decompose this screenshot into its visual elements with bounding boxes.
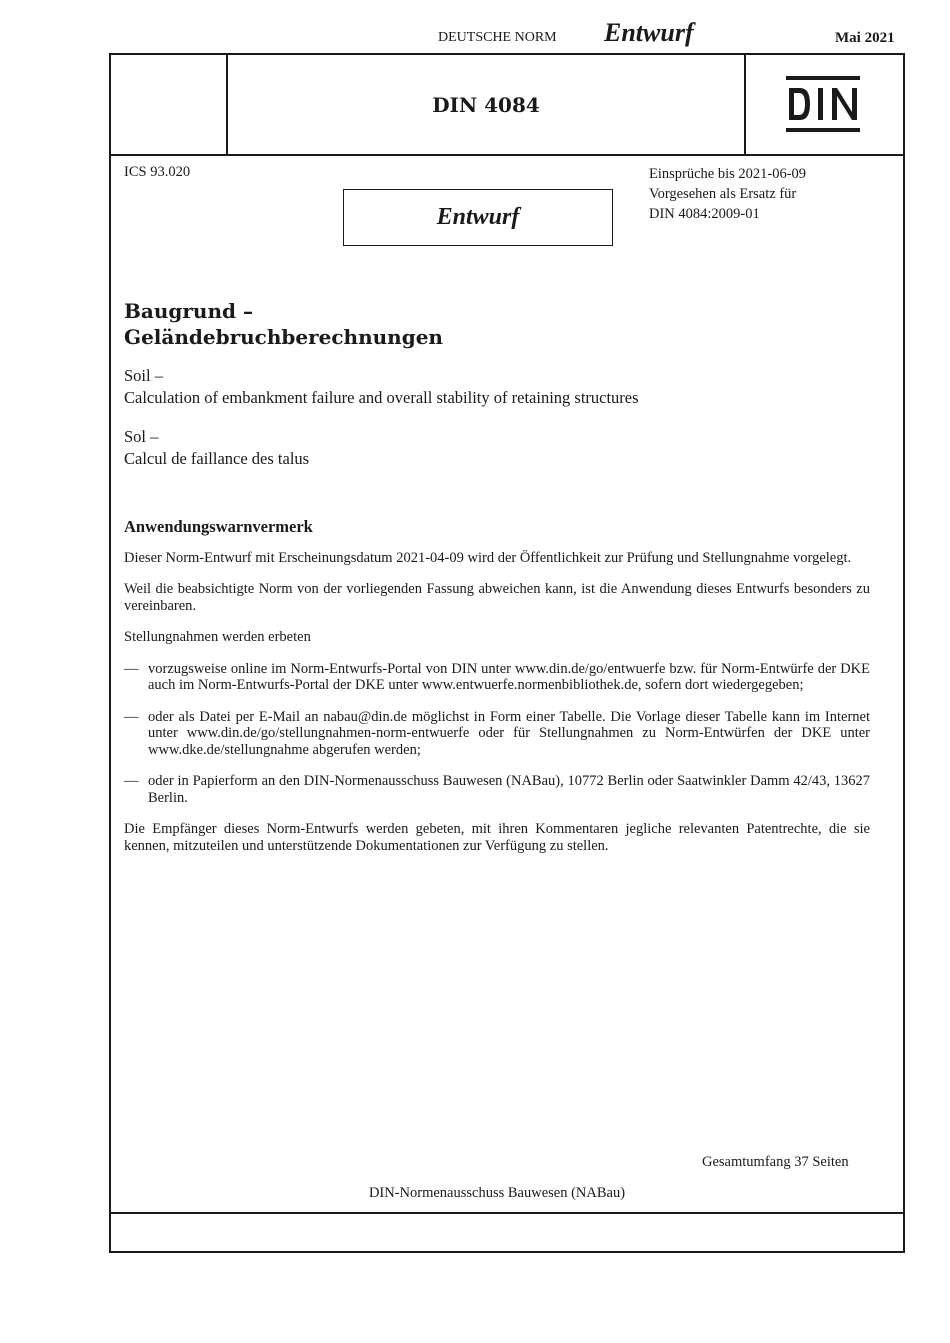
- replaced-standard: DIN 4084:2009-01: [649, 206, 760, 222]
- title-german-line1: Baugrund –: [124, 299, 253, 323]
- norm-type-label: DEUTSCHE NORM: [438, 30, 557, 45]
- replacement-label: Vorgesehen als Ersatz für: [649, 186, 797, 202]
- draft-box: Entwurf: [343, 189, 613, 246]
- title-german: [124, 298, 443, 350]
- title-english: [124, 365, 639, 409]
- title-french-line2: Calcul de faillance des talus: [124, 449, 310, 468]
- list-item: [124, 709, 870, 759]
- objections-deadline: Einsprüche bis 2021-06-09: [649, 166, 807, 182]
- list-item-text: oder in Papierform an den DIN-Normenausschuss Bauwesen (NABau), 10772 Berlin oder Saatwinkler Damm 42/43, 13627 Berlin.: [148, 773, 870, 806]
- title-french-line1: Sol –: [124, 427, 159, 446]
- application-notice: [124, 519, 870, 869]
- list-item: [124, 773, 870, 806]
- title-english-line1: Soil –: [124, 366, 163, 385]
- title-english-line2: Calculation of embankment failure and overall stability of retaining structures: [124, 388, 639, 407]
- list-item-text: oder als Datei per E-Mail an nabau@din.de möglichst in Form einer Tabelle. Die Vorlage dieser Tabelle kann im Internet unter www.din.de/go/stellungnahmen-norm-entwuerfe oder für Stellungnahmen zu Norm-Entwürfen der DKE unter www.dke.de/stellungnahme abgerufen werden;: [148, 708, 870, 758]
- notice-paragraph-4: Die Empfänger dieses Norm-Entwurfs werden gebeten, mit ihren Kommentaren jegliche relevanten Patentrechte, die sie kennen, mitzuteilen und unterstützende Dokumentationen zur Verfügung zu stellen.: [124, 821, 870, 854]
- publisher: DIN-Normenausschuss Bauwesen (NABau): [368, 1185, 626, 1201]
- notice-paragraph-3: Stellungnahmen werden erbeten: [124, 629, 311, 645]
- notice-paragraph-1: Dieser Norm-Entwurf mit Erscheinungsdatum 2021-04-09 wird der Öffentlichkeit zur Prüfung und Stellungnahme vorgelegt.: [124, 549, 852, 566]
- total-pages: Gesamtumfang 37 Seiten: [702, 1154, 849, 1170]
- publication-date: Mai 2021: [835, 30, 895, 46]
- din-logo-icon: [786, 76, 862, 134]
- notice-heading: Anwendungswarnvermerk: [124, 517, 313, 536]
- ics-code: ICS 93.020: [124, 164, 191, 180]
- header-divider: [111, 154, 903, 156]
- list-dash: —: [124, 660, 139, 677]
- header-right-divider: [744, 55, 746, 155]
- list-dash: —: [124, 773, 139, 789]
- title-french: [124, 426, 309, 470]
- list-item-text: vorzugsweise online im Norm-Entwurfs-Portal von DIN unter www.din.de/go/entwuerfe bzw. für Norm-Entwürfe der DKE auch im Norm-Entwurfs-Portal der DKE unter www.entwuerfe.normenbibliothek.de, sofern dort wiedergegeben;: [148, 660, 870, 693]
- standard-number: DIN 4084: [432, 92, 540, 117]
- draft-meta: [649, 164, 806, 224]
- list-item: [124, 661, 870, 694]
- draft-status-label: Entwurf: [604, 18, 694, 47]
- list-dash: —: [124, 708, 139, 725]
- notice-paragraph-2: Weil die beabsichtigte Norm von der vorliegenden Fassung abweichen kann, ist die Anwendung dieses Entwurfs besonders zu vereinbaren.: [124, 581, 870, 614]
- title-german-line2: Geländebruchberechnungen: [124, 325, 443, 349]
- footer-divider: [111, 1212, 903, 1214]
